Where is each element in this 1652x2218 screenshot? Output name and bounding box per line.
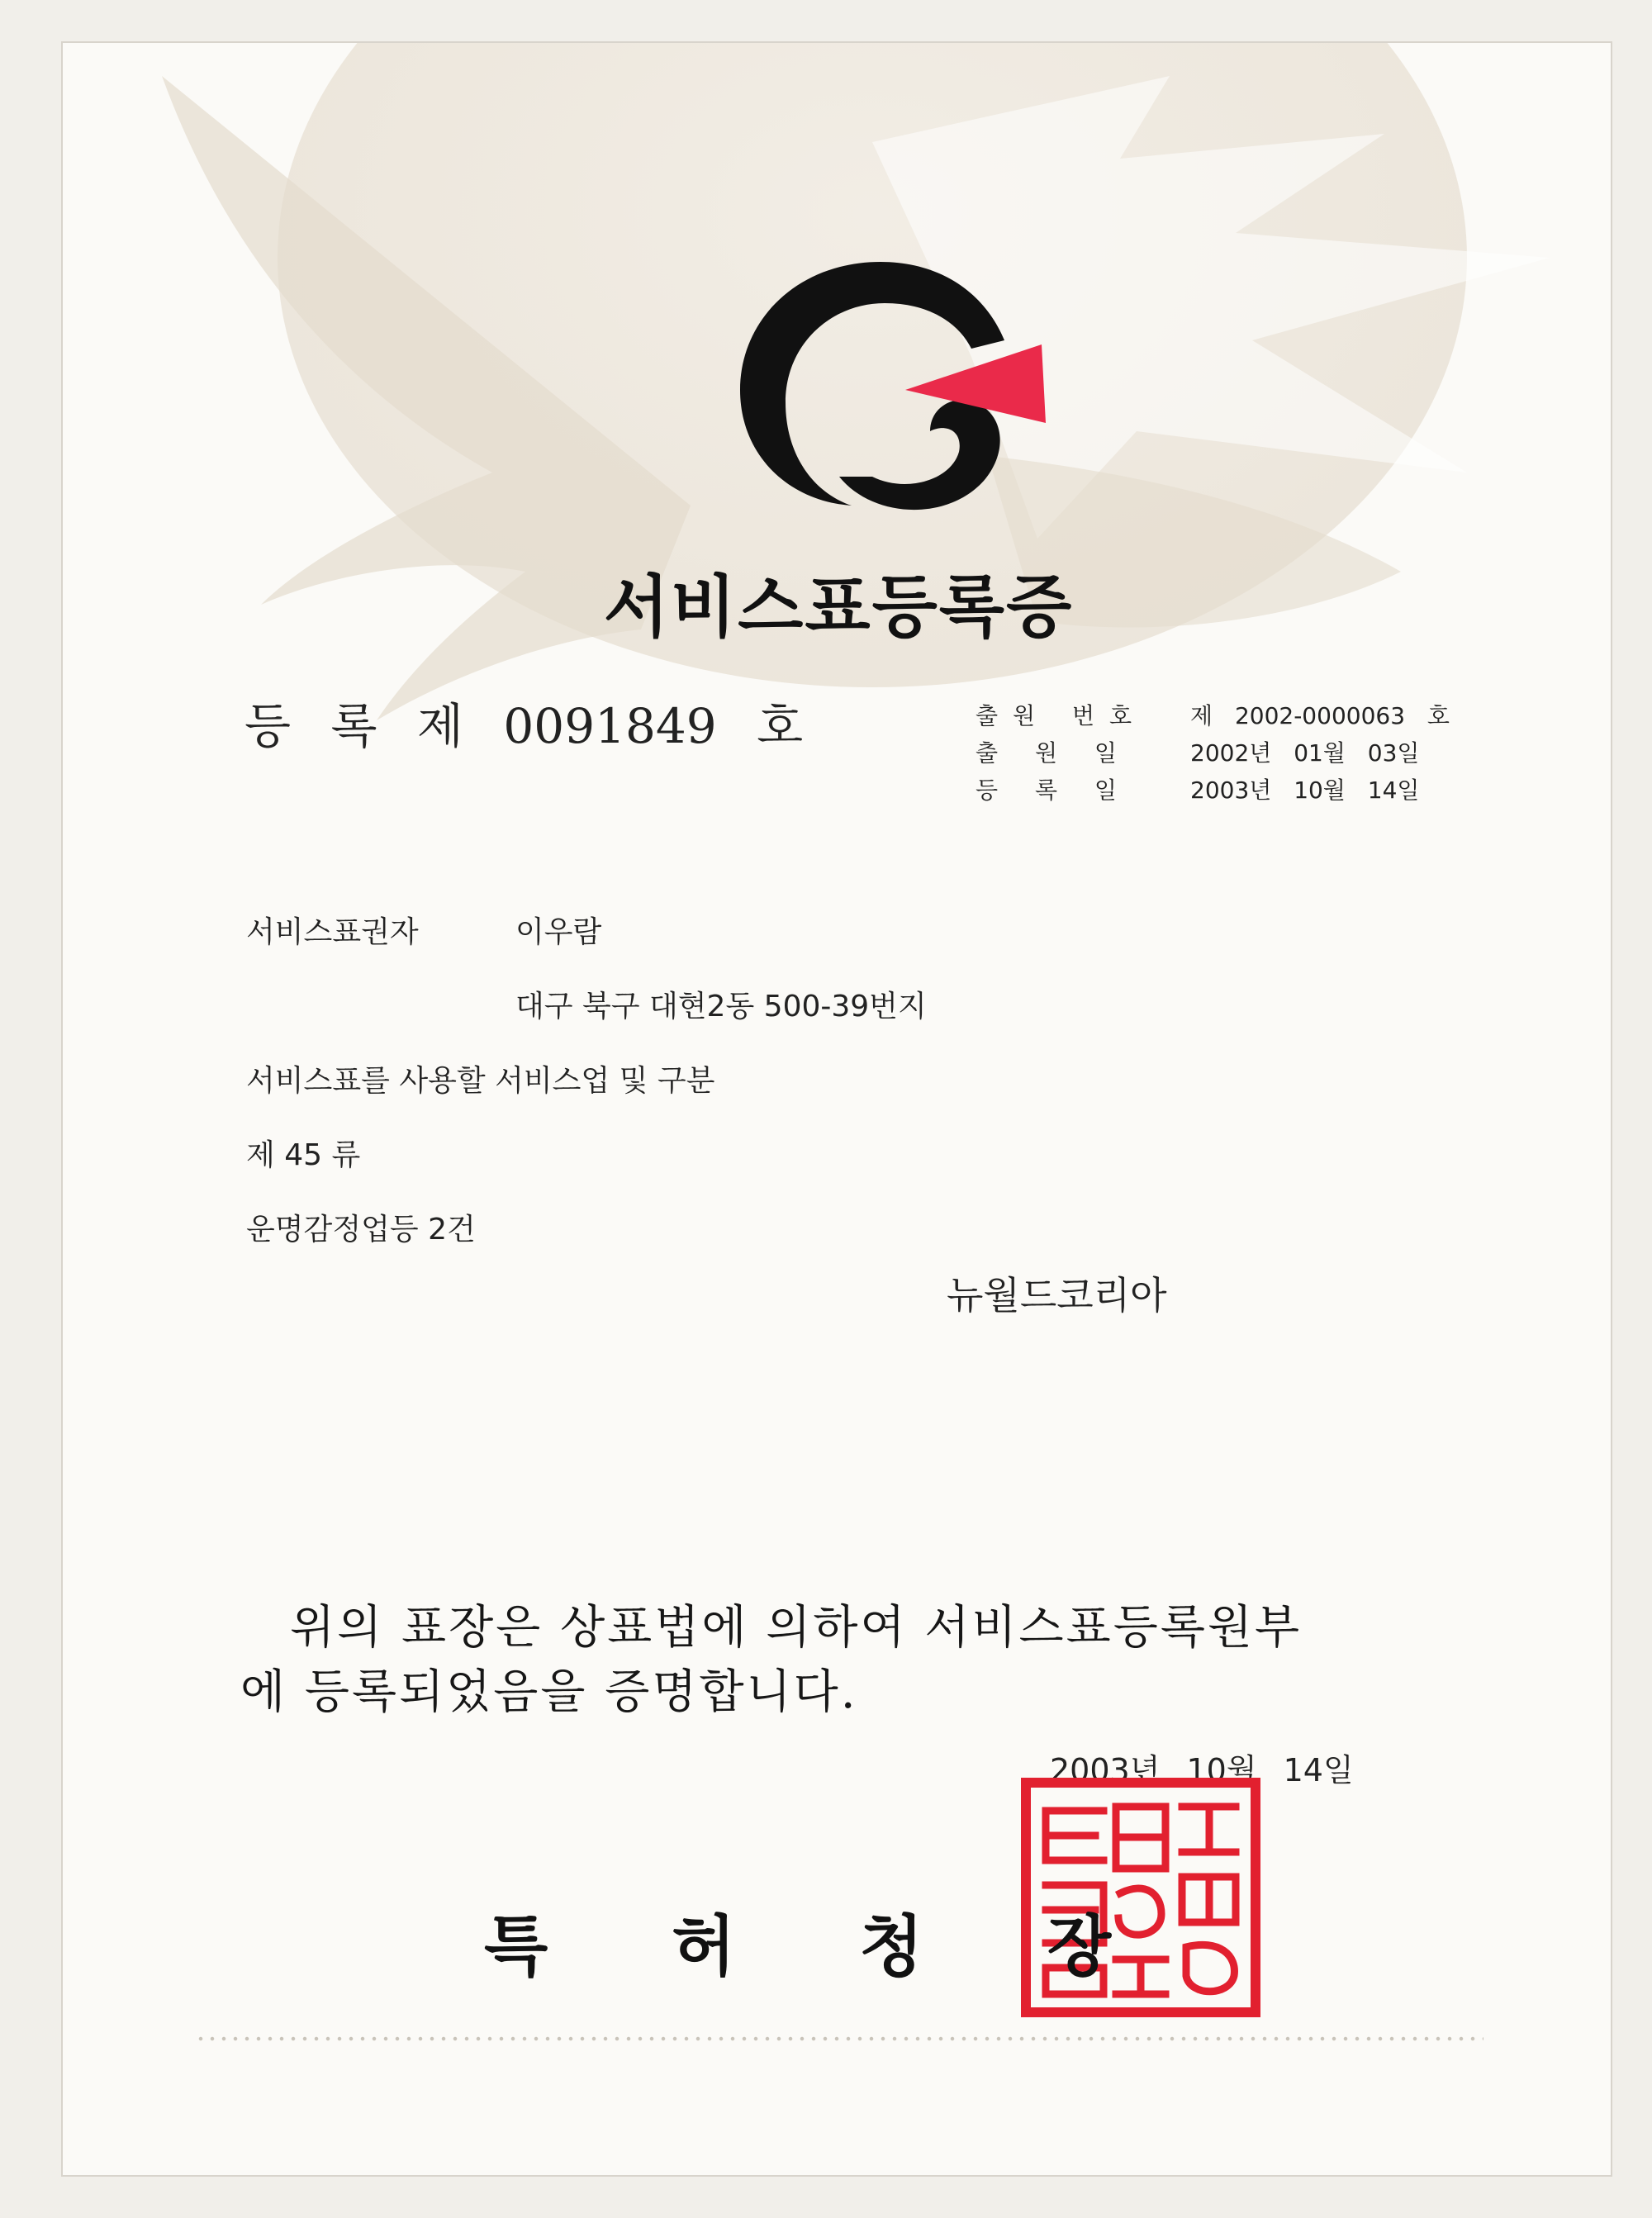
owner-label: 서비스표권자 xyxy=(246,915,419,949)
meta-value: 2003년 10월 14일 xyxy=(1190,776,1420,804)
issuer-name: 특허청장 xyxy=(484,1908,1236,1985)
owner-name: 이우람 xyxy=(515,915,602,949)
meta-label: 출원 번호 xyxy=(976,701,1147,729)
decorative-dotted-rule xyxy=(195,2035,1483,2042)
document-title: 서비스표등록증 xyxy=(603,568,1074,647)
meta-row-application-number xyxy=(976,696,1450,733)
owner-address: 대구 북구 대현2동 500-39번지 xyxy=(515,990,927,1024)
meta-label: 출 원 일 xyxy=(976,739,1132,767)
issue-date: 2003년 10월 14일 xyxy=(1050,1752,1354,1788)
certification-text xyxy=(240,1596,1479,1725)
certification-line-2: 에 등록되었음을 증명합니다. xyxy=(240,1665,858,1719)
emblem-icon xyxy=(707,245,1087,526)
certification-line-1: 위의 표장은 상표법에 의하여 서비스표등록원부 xyxy=(290,1601,1303,1655)
class-text: 제 45 류 xyxy=(246,1138,361,1172)
certificate-page xyxy=(61,41,1612,2177)
registration-meta xyxy=(976,696,1450,807)
meta-value: 2002년 01월 03일 xyxy=(1190,739,1420,767)
meta-row-application-date xyxy=(976,733,1450,770)
services-label: 서비스표를 사용할 서비스업 및 구분 xyxy=(246,1064,715,1098)
meta-row-registration-date xyxy=(976,770,1450,807)
meta-label: 등 록 일 xyxy=(976,776,1132,804)
mark-name: 뉴월드코리아 xyxy=(947,1273,1167,1318)
meta-value: 제 2002-0000063 호 xyxy=(1190,701,1450,729)
registration-number: 등 록 제 0091849 호 xyxy=(244,698,804,754)
goods-text: 운명감정업등 2건 xyxy=(246,1213,476,1247)
